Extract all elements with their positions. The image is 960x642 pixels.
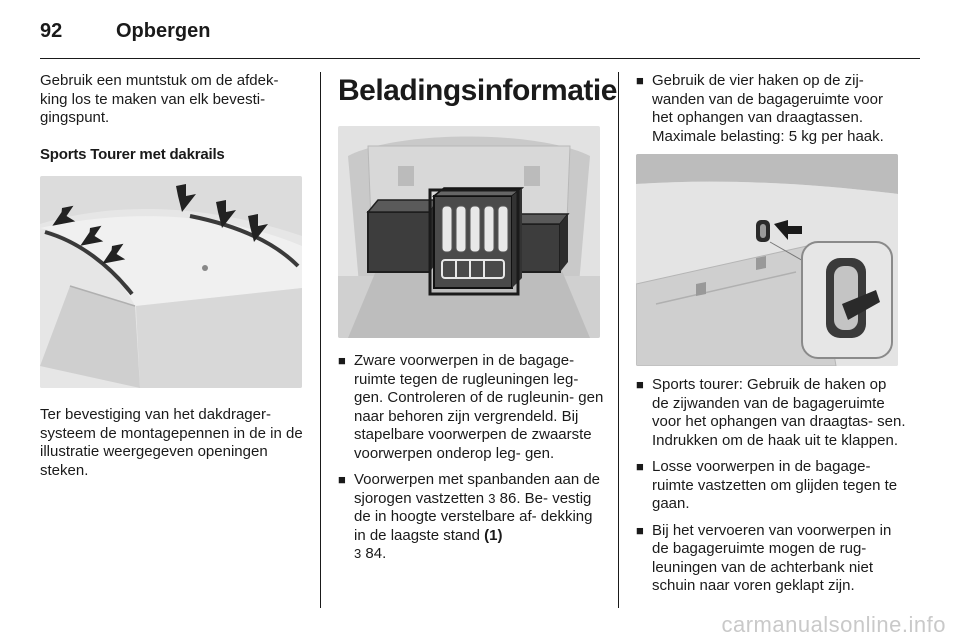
- reference-arrow-icon: 3: [488, 490, 496, 506]
- subheading-sports-tourer: Sports Tourer met dakrails: [40, 145, 225, 163]
- right-bullet-4: [636, 522, 906, 596]
- bullet-mark: ■: [636, 73, 644, 88]
- page-header: [40, 18, 920, 58]
- page-title: Opbergen: [116, 20, 211, 42]
- mounting-paragraph: Ter bevestiging van het dakdrager- systeem de montagepennen in de in de illustratie weergegeven openingen steken.: [40, 406, 303, 479]
- bullet-mark: ■: [338, 353, 346, 368]
- bullet-mark: ■: [636, 459, 644, 474]
- cargo-hook-illustration: [636, 154, 898, 366]
- right-bullet-1: [636, 72, 906, 146]
- sentence-end: .: [382, 545, 387, 562]
- watermark: carmanualsonline.info: [721, 612, 946, 637]
- middle-bullet-1-text: Zware voorwerpen in de bagage- ruimte tegen de rugleuningen leg- gen. Controleren of de rugleunin- gen naar behoren zijn vergrendeld. Bij stapelbare voorwerpen de zwaarste voorwerpen onderop leg- gen.: [354, 352, 604, 462]
- intro-paragraph: Gebruik een muntstuk om de afdek- king los te maken van elk bevesti- gingspunt.: [40, 72, 279, 126]
- column-right: [636, 72, 906, 596]
- column-left: [40, 72, 306, 480]
- column-middle: [338, 72, 617, 564]
- page-reference[interactable]: 84: [365, 545, 383, 562]
- bullet-mark: ■: [338, 472, 346, 487]
- column-divider: [618, 72, 619, 608]
- right-bullet-3: [636, 458, 906, 514]
- right-bullet-1-text: Gebruik de vier haken op de zij- wanden van de bagageruimte voor het ophangen van draagtassen. Maximale belasting: 5 kg per haak.: [652, 72, 884, 145]
- roof-rails-illustration: [40, 176, 302, 388]
- middle-bullet-2-text: Voorwerpen met spanbanden aan de sjorogen vastzetten: [354, 471, 601, 507]
- bullet-mark: ■: [636, 522, 644, 538]
- right-bullet-3-text: Losse voorwerpen in de bagage- ruimte vastzetten om glijden tegen te gaan.: [652, 458, 898, 512]
- position-label: (1): [484, 526, 503, 544]
- middle-bullet-2-text-cont: . Be- vestig de in hoogte verstelbare af- dekking in de laagste stand: [354, 489, 593, 544]
- bullet-mark: ■: [636, 377, 644, 392]
- middle-bullet-2: [338, 471, 604, 564]
- cargo-loading-illustration: [338, 126, 600, 338]
- middle-bullet-1: [338, 352, 604, 463]
- reference-arrow-icon: 3: [354, 546, 362, 561]
- right-bullet-2: [636, 376, 906, 450]
- column-divider: [320, 72, 321, 608]
- right-bullet-4-text: Bij het vervoeren van voorwerpen in de bagageruimte mogen de rug- leuningen van de achterbank niet schuin naar voren geklapt zijn.: [652, 521, 892, 594]
- header-rule: [40, 58, 920, 59]
- page-number: 92: [40, 20, 63, 42]
- page-reference[interactable]: 86: [499, 489, 517, 507]
- right-bullet-2-text: Sports tourer: Gebruik de haken op de zijwanden van de bagageruimte voor het ophangen van draagtas- sen. Indrukken om de haak uit te klappen.: [652, 376, 906, 449]
- section-title: Beladingsinformatie: [338, 74, 617, 107]
